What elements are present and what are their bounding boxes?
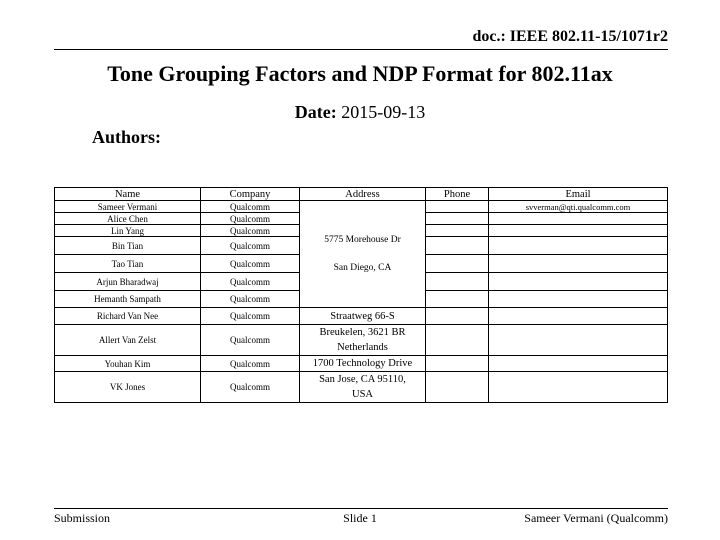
authors-heading: Authors: — [92, 127, 162, 147]
author-name: Alice Chen — [55, 213, 201, 225]
table-row — [55, 372, 668, 403]
author-email — [489, 225, 668, 237]
date-line — [0, 102, 720, 123]
author-company: Qualcomm — [201, 225, 300, 237]
author-company: Qualcomm — [201, 237, 300, 255]
author-email — [489, 308, 668, 325]
author-email — [489, 237, 668, 255]
address-line: Netherlands — [337, 342, 388, 353]
address-line: San Diego, CA — [333, 263, 392, 273]
document-id: doc.: IEEE 802.11-15/1071r2 — [472, 28, 668, 45]
author-email — [489, 273, 668, 291]
author-phone — [426, 308, 489, 325]
address-line: Straatweg 66-S — [300, 308, 426, 325]
author-company: Qualcomm — [201, 356, 300, 372]
author-email — [489, 356, 668, 372]
author-phone — [426, 372, 489, 403]
author-phone — [426, 201, 489, 213]
author-name: Lin Yang — [55, 225, 201, 237]
address-san-jose-rest — [300, 372, 426, 403]
author-name: Tao Tian — [55, 255, 201, 273]
author-name: Hemanth Sampath — [55, 291, 201, 308]
author-company: Qualcomm — [201, 308, 300, 325]
author-email — [489, 372, 668, 403]
author-name: VK Jones — [55, 372, 201, 403]
author-email — [489, 255, 668, 273]
author-email — [489, 291, 668, 308]
header-email: Email — [489, 188, 668, 201]
author-name: Allert Van Zelst — [55, 325, 201, 356]
address-line: Breukelen, 3621 BR — [319, 327, 406, 338]
address-breukelen-rest — [300, 325, 426, 356]
header-phone: Phone — [426, 188, 489, 201]
table-row — [55, 308, 668, 325]
author-email — [489, 325, 668, 356]
author-company: Qualcomm — [201, 273, 300, 291]
address-san-diego — [300, 201, 426, 308]
authors-table — [54, 187, 668, 403]
author-company: Qualcomm — [201, 372, 300, 403]
author-name: Sameer Vermani — [55, 201, 201, 213]
address-line: 5775 Morehouse Dr — [324, 235, 401, 245]
footer-author: Sameer Vermani (Qualcomm) — [524, 511, 668, 525]
table-header-row — [55, 188, 668, 201]
address-line: USA — [351, 389, 373, 400]
author-email — [489, 213, 668, 225]
author-name: Youhan Kim — [55, 356, 201, 372]
address-line: San Jose, CA 95110, — [319, 374, 406, 385]
slide-title: Tone Grouping Factors and NDP Format for 802.11ax — [107, 61, 613, 86]
header-divider — [54, 49, 668, 50]
author-email: svverman@qti.qualcomm.com — [489, 201, 668, 213]
author-phone — [426, 255, 489, 273]
author-phone — [426, 356, 489, 372]
header-address: Address — [300, 188, 426, 201]
author-phone — [426, 213, 489, 225]
footer-slide-number: Slide 1 — [343, 511, 377, 525]
author-phone — [426, 237, 489, 255]
author-company: Qualcomm — [201, 213, 300, 225]
author-name: Arjun Bharadwaj — [55, 273, 201, 291]
author-company: Qualcomm — [201, 291, 300, 308]
address-line: 1700 Technology Drive — [300, 356, 426, 372]
date-label: Date: — [294, 102, 337, 122]
date-value: 2015-09-13 — [341, 102, 426, 122]
author-phone — [426, 291, 489, 308]
table-row — [55, 201, 668, 213]
author-name: Bin Tian — [55, 237, 201, 255]
author-phone — [426, 325, 489, 356]
table-row — [55, 356, 668, 372]
author-phone — [426, 225, 489, 237]
author-name: Richard Van Nee — [55, 308, 201, 325]
author-company: Qualcomm — [201, 255, 300, 273]
header-company: Company — [201, 188, 300, 201]
header-name: Name — [55, 188, 201, 201]
author-company: Qualcomm — [201, 201, 300, 213]
author-company: Qualcomm — [201, 325, 300, 356]
footer-divider — [54, 508, 668, 509]
footer-submission: Submission — [54, 511, 111, 525]
author-phone — [426, 273, 489, 291]
table-row — [55, 325, 668, 356]
